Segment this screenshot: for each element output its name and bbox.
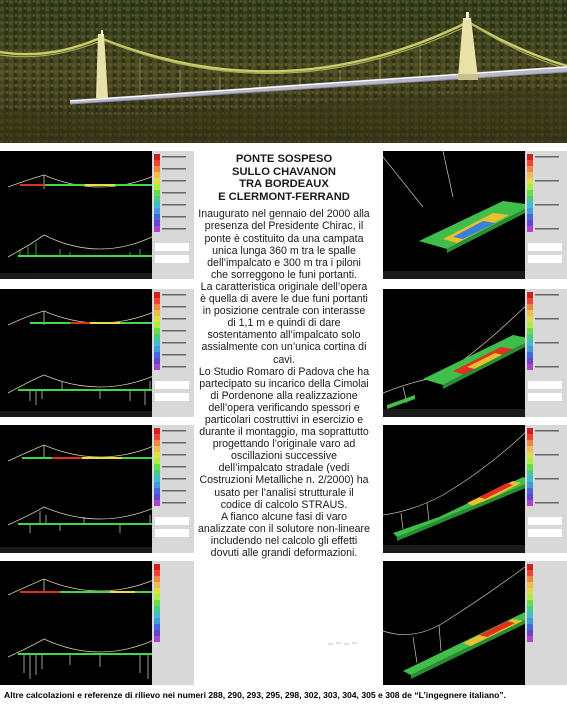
diagram-stage-4 <box>0 561 194 685</box>
deck-model-stage-1 <box>383 151 567 279</box>
diagram-stage-1 <box>0 151 194 279</box>
bridge-photo <box>0 0 567 143</box>
title-line: E CLERMONT-FERRAND <box>218 190 350 203</box>
title-line: SULLO CHAVANON <box>232 165 336 178</box>
diagram-stage-2 <box>0 289 194 417</box>
article-body <box>198 208 370 559</box>
deck-model-stage-3 <box>383 425 567 553</box>
deck-model-stage-2 <box>383 289 567 417</box>
title-line: TRA BORDEAUX <box>239 178 329 191</box>
footer-note: Altre calcolazioni e referenze di rilievo nei numeri 288, 290, 293, 295, 298, 302, 303, 304, 305 e 308 de “L’ingegnere italiano”. <box>4 690 507 700</box>
paragraph: La caratteristica originale dell’opera è quella di avere le due funi portanti in posizione centrale con interasse di 1,1 m e quindi di dare sostentamento all’impalcato solo assialmente con un’unica cortina di cavi. <box>200 280 368 366</box>
article-text <box>198 153 370 559</box>
paragraph: Inaugurato nel gennaio del 2000 alla presenza del Presidente Chirac, il ponte è costituito da una campata unica lunga 360 m tra le spalle dell’impalcato e 300 m tra i piloni che sorreggono le funi portanti. <box>198 208 370 281</box>
paragraph: Lo Studio Romaro di Padova che ha partecipato su incarico della Cimolai di Pordenone alla realizzazione dell’opera verificando spessori e particolari costruttivi in esercizio e durante il montaggio, ma soprattutto progettando l’originale varo ad oscillazioni successive dell’impalcato stradale (vedi Costruzioni Metalliche n. 2/2000) ha usato per l’analisi strutturale il codice di calcolo STRAUS. <box>198 365 370 511</box>
paragraph: A fianco alcune fasi di varo analizzate con il solutore non-lineare includendo nel calcolo gli effetti dovuti alle grandi deformazioni. <box>198 510 370 559</box>
diagram-stage-3 <box>0 425 194 553</box>
article-title <box>198 153 370 203</box>
deck-model-stage-4 <box>383 561 567 685</box>
signature-mark <box>327 639 363 647</box>
title-line: PONTE SOSPESO <box>235 153 333 165</box>
